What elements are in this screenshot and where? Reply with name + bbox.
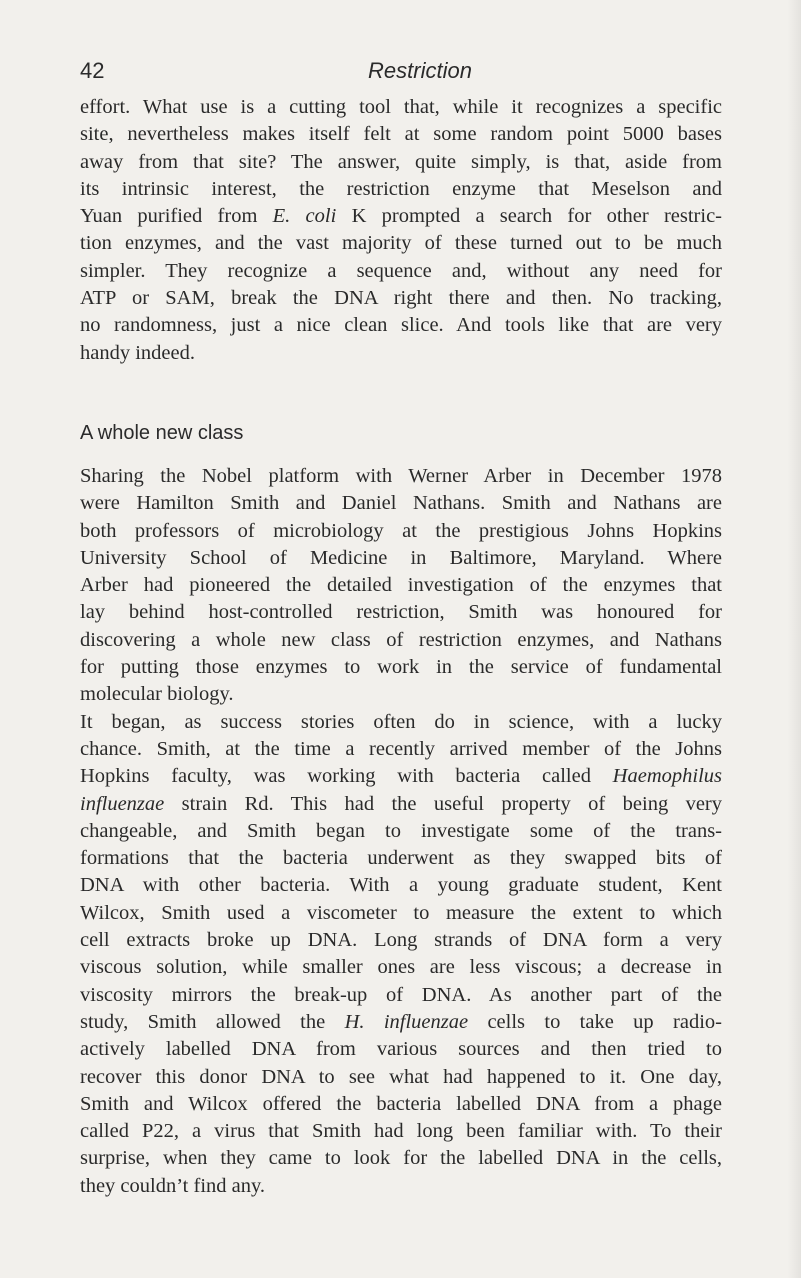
italic-term: influenzae bbox=[80, 792, 165, 815]
text-segment: cells to take up radio- bbox=[468, 1010, 722, 1033]
text-line: viscosity mirrors the break-up of DNA. As another part of the bbox=[80, 983, 722, 1006]
text-line: tion enzymes, and the vast majority of these turned out to be much bbox=[80, 232, 722, 255]
running-head bbox=[80, 58, 720, 88]
text-line: ATP or SAM, break the DNA right there and then. No tracking, bbox=[80, 287, 722, 310]
text-line bbox=[80, 791, 722, 818]
text-line: recover this donor DNA to see what had happened to it. One day, bbox=[80, 1065, 722, 1088]
page-edge-shadow bbox=[787, 0, 801, 1278]
text-line: Wilcox, Smith used a viscometer to measure the extent to which bbox=[80, 901, 722, 924]
text-line: actively labelled DNA from various sources and then tried to bbox=[80, 1038, 722, 1061]
section-heading: A whole new class bbox=[80, 422, 244, 444]
section-body bbox=[80, 463, 722, 1200]
text-segment: Yuan purified from bbox=[80, 205, 273, 228]
text-segment: study, Smith allowed the bbox=[80, 1010, 345, 1033]
text-line: simpler. They recognize a sequence and, without any need for bbox=[80, 259, 722, 282]
text-line: both professors of microbiology at the prestigious Johns Hopkins bbox=[80, 519, 722, 542]
text-line: It began, as success stories often do in science, with a lucky bbox=[80, 710, 722, 733]
italic-term: E. coli bbox=[272, 205, 337, 228]
paragraph-opening bbox=[80, 94, 722, 367]
text-line: site, nevertheless makes itself felt at some random point 5000 bases bbox=[80, 123, 722, 146]
text-line: surprise, when they came to look for the labelled DNA in the cells, bbox=[80, 1147, 722, 1170]
italic-term: H. influenzae bbox=[344, 1010, 469, 1033]
page-number: 42 bbox=[80, 58, 105, 83]
text-line: Arber had pioneered the detailed investigation of the enzymes that bbox=[80, 574, 722, 597]
text-line: DNA with other bacteria. With a young graduate student, Kent bbox=[80, 874, 722, 897]
text-line: called P22, a virus that Smith had long been familiar with. To their bbox=[80, 1120, 722, 1143]
running-title: Restriction bbox=[368, 58, 472, 83]
paragraph-discovery bbox=[80, 709, 722, 1200]
text-line: handy indeed. bbox=[80, 341, 195, 364]
text-line: away from that site? The answer, quite simply, is that, aside from bbox=[80, 150, 722, 173]
text-line: no randomness, just a nice clean slice. And tools like that are very bbox=[80, 314, 722, 337]
text-line: effort. What use is a cutting tool that, while it recognizes a specific bbox=[80, 96, 722, 118]
text-segment: strain Rd. This had the useful property of being very bbox=[164, 792, 722, 815]
text-line bbox=[80, 1009, 722, 1036]
text-line: its intrinsic interest, the restriction enzyme that Meselson and bbox=[80, 177, 722, 200]
paragraph-nobel bbox=[80, 463, 722, 709]
text-line: chance. Smith, at the time a recently arrived member of the Johns bbox=[80, 737, 722, 760]
text-line: changeable, and Smith began to investigate some of the trans- bbox=[80, 819, 722, 842]
text-line: lay behind host-controlled restriction, Smith was honoured for bbox=[80, 601, 722, 624]
italic-term: Haemophilus bbox=[612, 765, 722, 788]
text-line: University School of Medicine in Baltimore, Maryland. Where bbox=[80, 546, 722, 569]
text-segment: Hopkins faculty, was working with bacteria called bbox=[80, 765, 613, 788]
text-segment: K prompted a search for other restric- bbox=[336, 205, 723, 228]
text-line bbox=[80, 203, 722, 230]
text-line: discovering a whole new class of restriction enzymes, and Nathans bbox=[80, 628, 722, 651]
text-line: were Hamilton Smith and Daniel Nathans. Smith and Nathans are bbox=[80, 492, 722, 515]
text-line: cell extracts broke up DNA. Long strands of DNA form a very bbox=[80, 929, 722, 952]
text-line bbox=[80, 763, 722, 790]
text-line: molecular biology. bbox=[80, 683, 234, 706]
text-line: Sharing the Nobel platform with Werner Arber in December 1978 bbox=[80, 465, 722, 487]
text-line: they couldn’t find any. bbox=[80, 1174, 266, 1197]
text-line: Smith and Wilcox offered the bacteria labelled DNA from a phage bbox=[80, 1092, 722, 1115]
text-line: formations that the bacteria underwent as they swapped bits of bbox=[80, 847, 722, 870]
text-line: viscous solution, while smaller ones are less viscous; a decrease in bbox=[80, 956, 722, 979]
text-line: for putting those enzymes to work in the service of fundamental bbox=[80, 656, 722, 679]
